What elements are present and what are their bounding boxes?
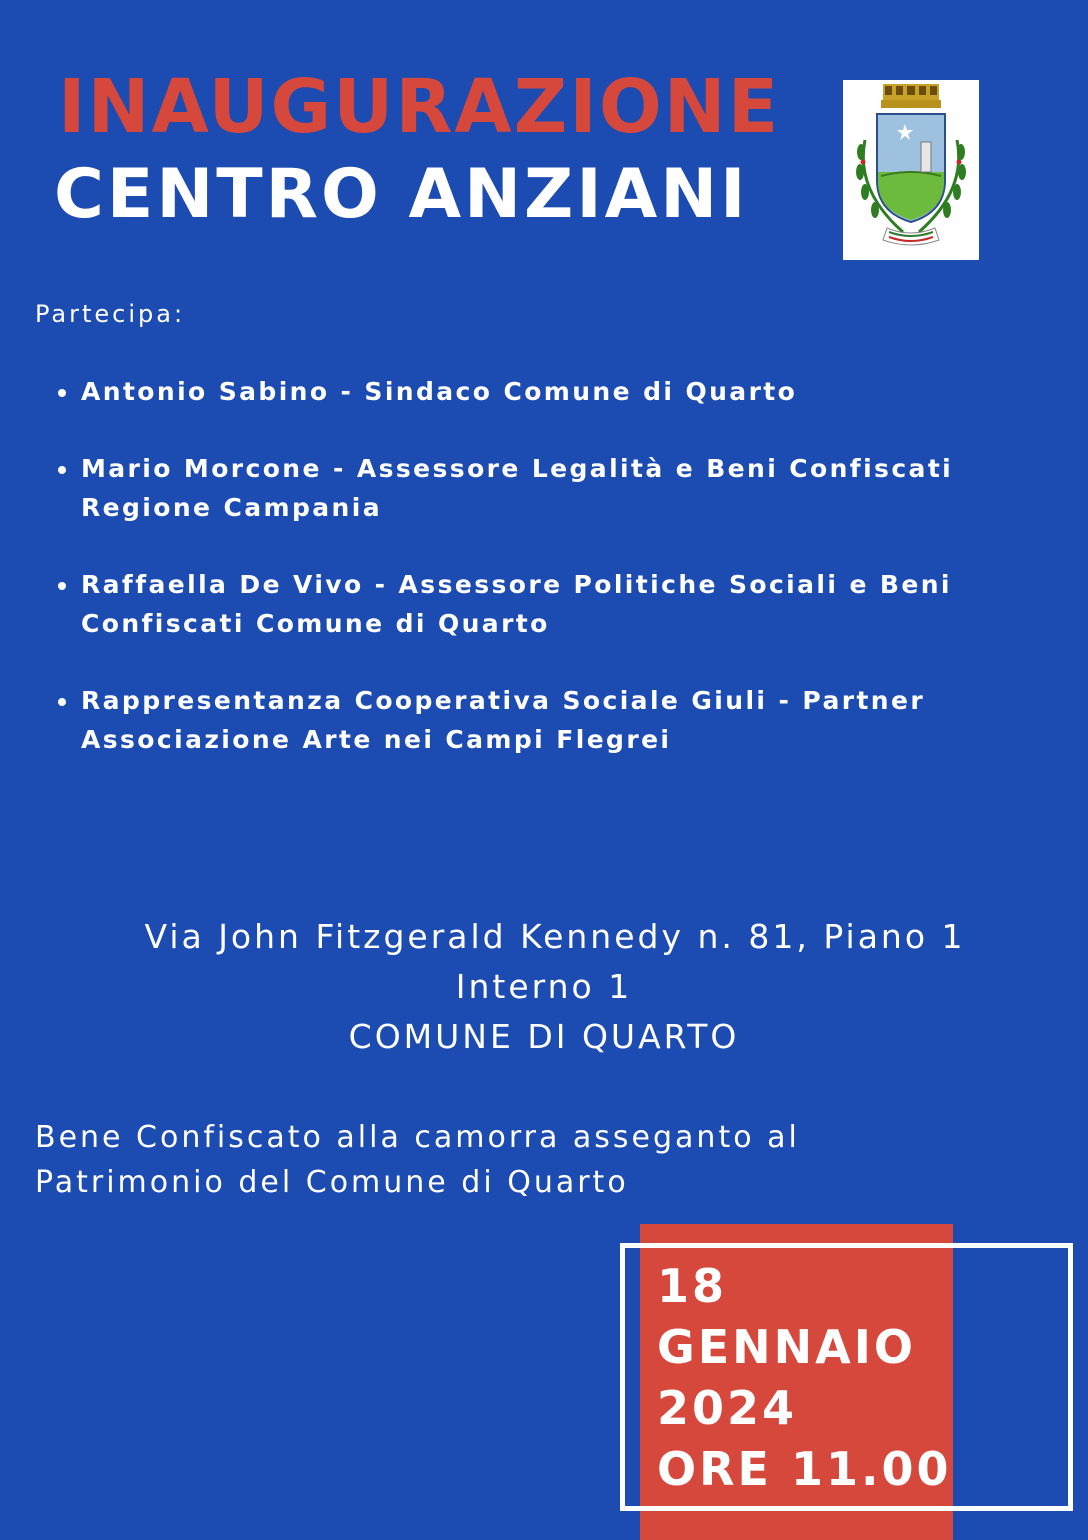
participant-text: Rappresentanza Cooperativa Sociale Giuli - Partner Associazione Arte nei Campi Flegrei [81,686,926,754]
list-item [54,372,1034,411]
bullet-icon [58,389,66,397]
participant-text: Raffaella De Vivo - Assessore Politiche Sociali e Beni Confiscati Comune di Quarto [81,570,952,638]
bullet-icon [58,698,66,706]
participant-text: Antonio Sabino - Sindaco Comune di Quarto [81,377,798,406]
bullet-icon [58,582,66,590]
address-line-interno: Interno 1 [455,967,633,1006]
list-item [54,681,1034,759]
title-inaugurazione: INAUGURAZIONE [58,64,781,150]
coat-of-arms-icon [843,80,979,260]
participant-text: Mario Morcone - Assessore Legalità e Beni Confiscati Regione Campania [81,454,954,522]
address-line-street: Via John Fitzgerald Kennedy n. 81, Piano 1 [144,917,966,956]
event-time: ORE 11.00 [657,1442,952,1496]
event-year: 2024 [657,1381,798,1435]
event-date-block [657,1256,951,1500]
confiscated-asset-note: Bene Confiscato alla camorra asseganto al Patrimonio del Comune di Quarto [35,1120,800,1200]
event-month: GENNAIO [657,1320,916,1374]
title-centro-anziani: CENTRO ANZIANI [54,155,749,234]
event-day: 18 [657,1259,728,1313]
list-item [54,565,1034,643]
address-block [0,912,1088,1062]
intro-label: Partecipa: [35,300,186,328]
address-line-comune: COMUNE DI QUARTO [348,1017,740,1056]
participants-list [54,372,1034,797]
bullet-icon [58,466,66,474]
list-item [54,449,1034,527]
